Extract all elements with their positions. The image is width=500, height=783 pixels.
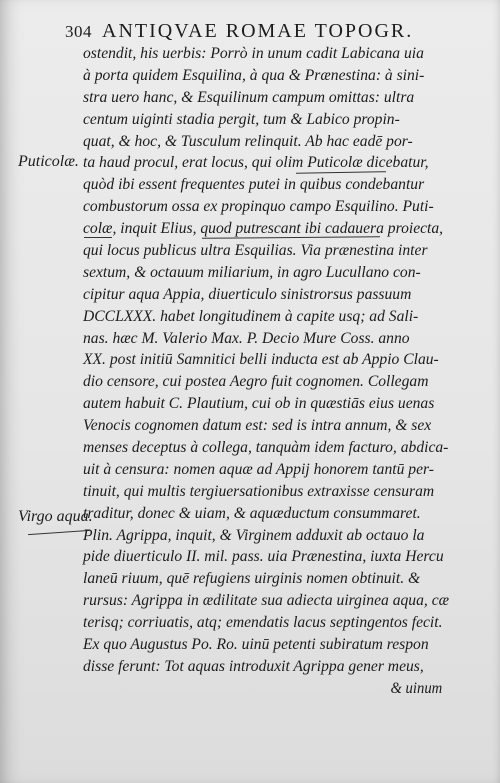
text-line: XX. post initiū Samnitici belli inducta est ab Appio Clau- — [83, 351, 439, 369]
text-line: stra uero hanc, & Esquilinum campum omittas: ultra — [83, 88, 415, 106]
text-line: tinuit, qui multis tergiuersationibus extraxisse censuram — [83, 482, 435, 500]
text-line: colæ, inquit Elius, quod putrescant ibi cadauera proiecta, — [83, 220, 444, 238]
text-line: quat, & hoc, & Tusculum relinquit. Ab hac eadē por- — [83, 132, 413, 150]
text-line: dio censore, cui postea Aegro fuit cognomen. Collegam — [83, 373, 429, 391]
text-line: qui locus publicus ultra Esquilias. Via prænestina inter — [83, 242, 428, 260]
text-line: Plin. Agrippa, inquit, & Virginem adduxit ab octauo la — [83, 526, 425, 544]
margin-note-virgo-aqua: Virgo aqua. — [18, 508, 93, 525]
page-number: 304 — [65, 22, 92, 41]
text-line: pide diuerticulo II. mil. pass. uia Prænestina, iuxta Hercu — [83, 548, 444, 566]
text-line: menses deceptus à collega, tanquàm idem facturo, abdica- — [83, 439, 449, 457]
text-line: Venocis cognomen datum est: sed is intra annum, & sex — [83, 417, 432, 435]
text-line: DCCLXXX. habet longitudinem à capite usq; ad Sali- — [83, 307, 419, 325]
text-line: autem habuit C. Plautium, cui ob in quæstiās eius uenas — [83, 395, 435, 413]
text-line: laneū riuum, quē refugiens uirginis nomen obtinuit. & — [83, 570, 421, 588]
text-line: quòd ibi essent frequentes putei in quibus condebantur — [83, 176, 425, 194]
text-line: cipitur aqua Appia, diuerticulo sinistrorsus passuum — [83, 285, 412, 303]
text-line: ta haud procul, erat locus, qui olim Puticolæ dicebatur, — [83, 154, 429, 172]
text-line: ostendit, his uerbis: Porrò in unum cadit Labicana uia — [83, 45, 424, 62]
text-line: Ex quo Augustus Po. Ro. uinū petenti subiratum respon — [83, 636, 429, 654]
text-line: rursus: Agrippa in ædilitate sua adiecta uirginea aqua, cæ — [83, 592, 450, 610]
text-line: nas. hæc M. Valerio Max. P. Decio Mure Coss. anno — [83, 329, 410, 347]
body-text — [83, 43, 463, 700]
running-title: ANTIQVAE ROMAE TOPOGR. — [102, 20, 414, 42]
catchword: & uinum — [390, 679, 443, 697]
text-line: sextum, & octauum miliarium, in agro Lucullano con- — [83, 263, 421, 281]
text-line: centum uiginti stadia pergit, tum & Labico propin- — [83, 110, 400, 128]
text-line: traditur, donec & uiam, & aquæductum consummaret. — [83, 504, 421, 522]
margin-note-puticolae: Puticolæ. — [18, 153, 79, 170]
page-header — [65, 20, 485, 43]
text-line: terisq; corriuatis, atq; emendatis lacus septingentos fecit. — [83, 614, 443, 632]
handwritten-underline — [28, 530, 90, 535]
text-line: uit à censura: nomen aquæ ad Appij honorem tantū per- — [83, 460, 434, 478]
text-line: combustorum ossa ex propinquo campo Esquilino. Puti- — [83, 198, 434, 216]
text-line: disse ferunt: Tot aquas introduxit Agrippa gener meus, — [83, 657, 424, 675]
text-line: à porta quidem Esquilina, à qua & Prænestina: à sini- — [83, 66, 425, 84]
